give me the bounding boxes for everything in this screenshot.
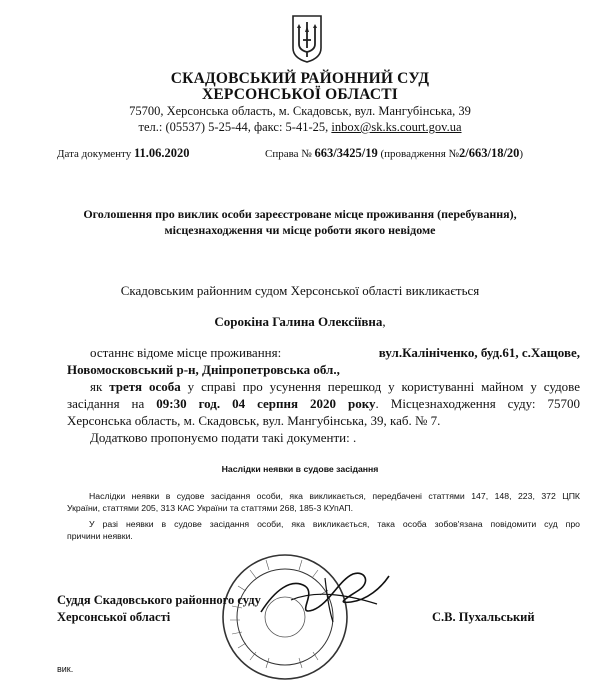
person-name-comma: , <box>382 314 386 329</box>
court-location-line: Херсонська область, м. Скадовськ, вул. Мангубінська, 39, каб. № 7. <box>67 413 441 428</box>
court-contacts <box>0 119 600 135</box>
role-line <box>90 378 580 396</box>
residence-address-part1: вул.Калініченко, буд.61, с.Хащове, <box>378 345 580 360</box>
judge-position-line1: Суддя Скадовського районного суду <box>57 593 261 607</box>
documents-line: Додатково пропонуємо подати такі документи: . <box>90 430 357 445</box>
document-date <box>57 146 190 161</box>
hearing-line <box>67 395 580 413</box>
court-name-line1: СКАДОВСЬКИЙ РАЙОННИЙ СУД <box>170 70 430 87</box>
document-date-value: 11.06.2020 <box>133 146 190 160</box>
handwritten-signature-icon <box>255 560 395 630</box>
court-phones: тел.: (05537) 5-25-44, факс: 5-41-25, <box>138 120 329 134</box>
summons-text: Скадовським районним судом Херсонської області викликається <box>120 283 480 298</box>
consequences-para2-line1: У разі неявки в судове засідання особи, яка викликається, така особа зобов'язана повідомити суд про <box>89 519 580 529</box>
role-prefix: як <box>90 379 110 394</box>
person-name: Сорокіна Галина Олексіївна <box>214 314 383 329</box>
case-number-value: 663/3425/19 <box>314 146 378 160</box>
proceeding-number-value: 2/663/18/20 <box>459 146 520 160</box>
judge-position-line2: Херсонської області <box>57 610 171 624</box>
hearing-prefix: засідання на <box>67 396 157 411</box>
announcement-title-line2: місцезнаходження чи місце роботи якого невідоме <box>164 223 436 237</box>
consequences-para2-line2: причини неявки. <box>67 531 133 541</box>
judge-name: С.В. Пухальський <box>432 610 535 624</box>
hearing-time: 09:30 год. 04 серпня 2020 року <box>156 396 376 411</box>
document-date-label: Дата документу <box>57 148 132 160</box>
role-suffix: у справі про усунення перешкод у користуванні майном у судове <box>180 379 581 394</box>
executor-note: вик. <box>57 664 74 674</box>
residence-line2 <box>67 361 340 379</box>
court-email-link[interactable]: inbox@sk.ks.court.gov.ua <box>331 120 462 134</box>
hearing-suffix: . Місцезнаходження суду: 75700 <box>375 396 580 411</box>
trident-emblem-icon <box>289 14 325 64</box>
person-line <box>0 313 600 331</box>
residence-address-part2: Новомосковський р-н, Дніпропетровська обл., <box>67 362 340 377</box>
announcement-title-line1: Оголошення про виклик особи зареєстроване місце проживання (перебування), <box>83 207 517 221</box>
proceeding-close: ) <box>519 148 524 160</box>
court-name-line2: ХЕРСОНСЬКОЇ ОБЛАСТІ <box>201 86 398 103</box>
role-value: третя особа <box>109 379 181 394</box>
consequences-para1-line2: України, статтями 205, 313 КАС України та статтями 268, 185-3 КУпАП. <box>67 503 354 513</box>
case-number-label: Справа № <box>265 148 312 160</box>
consequences-heading: Наслідки неявки в судове засідання <box>221 464 379 474</box>
residence-line1 <box>90 344 580 362</box>
consequences-para1-line1: Наслідки неявки в судове засідання особи, яка викликається, передбачені статтями 147, 148, 223, 372 ЦПК <box>89 491 580 501</box>
court-address: 75700, Херсонська область, м. Скадовськ, вул. Мангубінська, 39 <box>129 104 471 118</box>
residence-label: останнє відоме місце проживання: <box>90 345 282 360</box>
proceeding-label: (провадження № <box>380 148 459 160</box>
case-number <box>265 146 523 161</box>
